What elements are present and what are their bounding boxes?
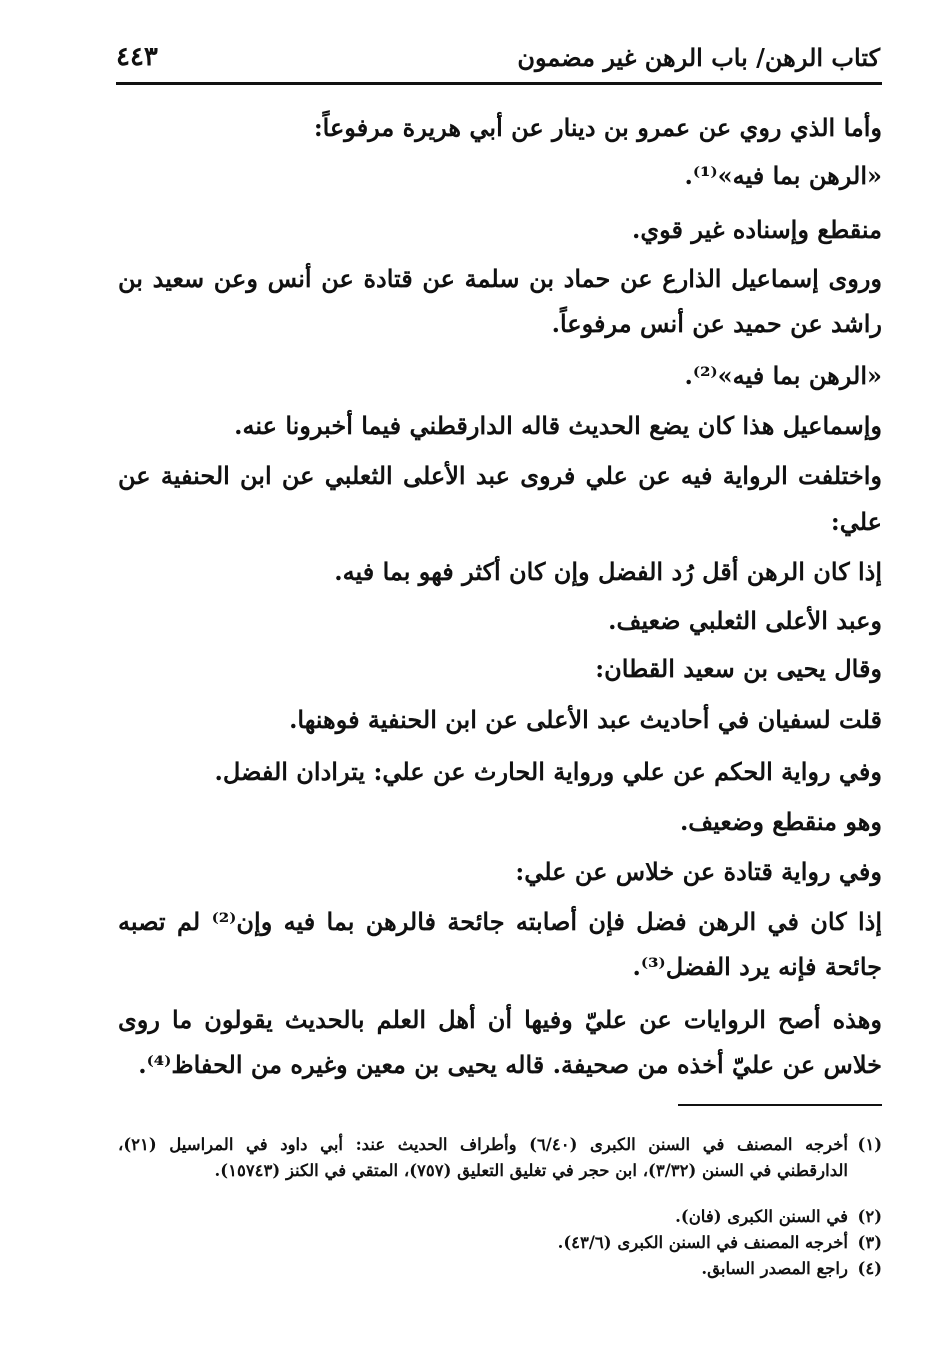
text-line: «الرهن بما فيه»⁽¹⁾.: [684, 161, 882, 190]
header-rule: [116, 82, 882, 85]
footnote-4: [118, 1256, 882, 1282]
footnote-number: (٢): [857, 1207, 882, 1226]
text-line: وفي رواية قتادة عن خلاس عن علي:: [515, 857, 882, 886]
text-line: جائحة فإنه يرد الفضل⁽³⁾.: [632, 952, 882, 981]
footnote-number: (٣): [857, 1233, 882, 1252]
text-line: وعبد الأعلى الثعلبي ضعيف.: [608, 606, 882, 635]
text-line: وقال يحيى بن سعيد القطان:: [595, 654, 882, 683]
text-line: «الرهن بما فيه»⁽²⁾.: [684, 361, 882, 390]
footnote-number: (١): [857, 1135, 882, 1154]
text-line: علي:: [830, 507, 882, 536]
text-line: إذا كان الرهن أقل رُد الفضل وإن كان أكثر فهو بما فيه.: [334, 557, 882, 586]
footnote-text: أخرجه المصنف في السنن الكبرى (٦/٤٠) وأطراف الحديث عند: أبي داود في المراسيل (٢١)،: [118, 1135, 849, 1154]
footnote-separator: [678, 1104, 882, 1106]
text-line: وإسماعيل هذا كان يضع الحديث قاله الدارقطني فيما أخبرونا عنه.: [234, 411, 882, 440]
page-number: ٤٤٣: [116, 42, 158, 72]
text-line: راشد عن حميد عن أنس مرفوعاً.: [551, 309, 882, 338]
text-line: واختلفت الرواية فيه عن علي فروى عبد الأعلى الثعلبي عن ابن الحنفية عن: [118, 461, 882, 490]
text-line: وروى إسماعيل الذارع عن حماد بن سلمة عن قتادة عن أنس وعن سعيد بن: [118, 264, 882, 293]
footnote-2: [118, 1204, 882, 1230]
footnote-1: [118, 1132, 882, 1158]
footnote-indent: [848, 1158, 882, 1184]
footnote-number: (٤): [857, 1259, 882, 1278]
text-line: إذا كان في الرهن فضل فإن أصابته جائحة فالرهن بما فيه وإن⁽²⁾ لم تصبه: [118, 907, 883, 936]
footnote-3: [118, 1230, 882, 1256]
text-line: وأما الذي روي عن عمرو بن دينار عن أبي هريرة مرفوعاً:: [313, 113, 882, 142]
footnote-text: الدارقطني في السنن (٣/٣٢)، ابن حجر في تغليق التعليق (٧٥٧)، المتقي في الكنز (١٥٧٤٣).: [214, 1161, 848, 1180]
footnote-text: أخرجه المصنف في السنن الكبرى (٤٣/٦).: [557, 1233, 848, 1252]
text-line: وهو منقطع وضعيف.: [679, 807, 882, 836]
text-line: منقطع وإسناده غير قوي.: [632, 215, 882, 244]
footnote-text: في السنن الكبرى (فان).: [675, 1207, 848, 1226]
footnote-1-continuation: [118, 1158, 882, 1184]
chapter-title: كتاب الرهن/ باب الرهن غير مضمون: [517, 42, 880, 72]
footnote-text: راجع المصدر السابق.: [701, 1259, 848, 1278]
text-line: وهذه أصح الروايات عن عليّ وفيها أن أهل العلم بالحديث يقولون ما روى: [118, 1005, 882, 1034]
text-line: خلاس عن عليّ أخذه من صحيفة. قاله يحيى بن معين وغيره من الحفاظ⁽⁴⁾.: [138, 1050, 882, 1079]
text-line: وفي رواية الحكم عن علي ورواية الحارث عن علي: يترادان الفضل.: [214, 757, 882, 786]
running-header: [116, 36, 880, 78]
text-line: قلت لسفيان في أحاديث عبد الأعلى عن ابن الحنفية فوهنها.: [289, 705, 882, 734]
